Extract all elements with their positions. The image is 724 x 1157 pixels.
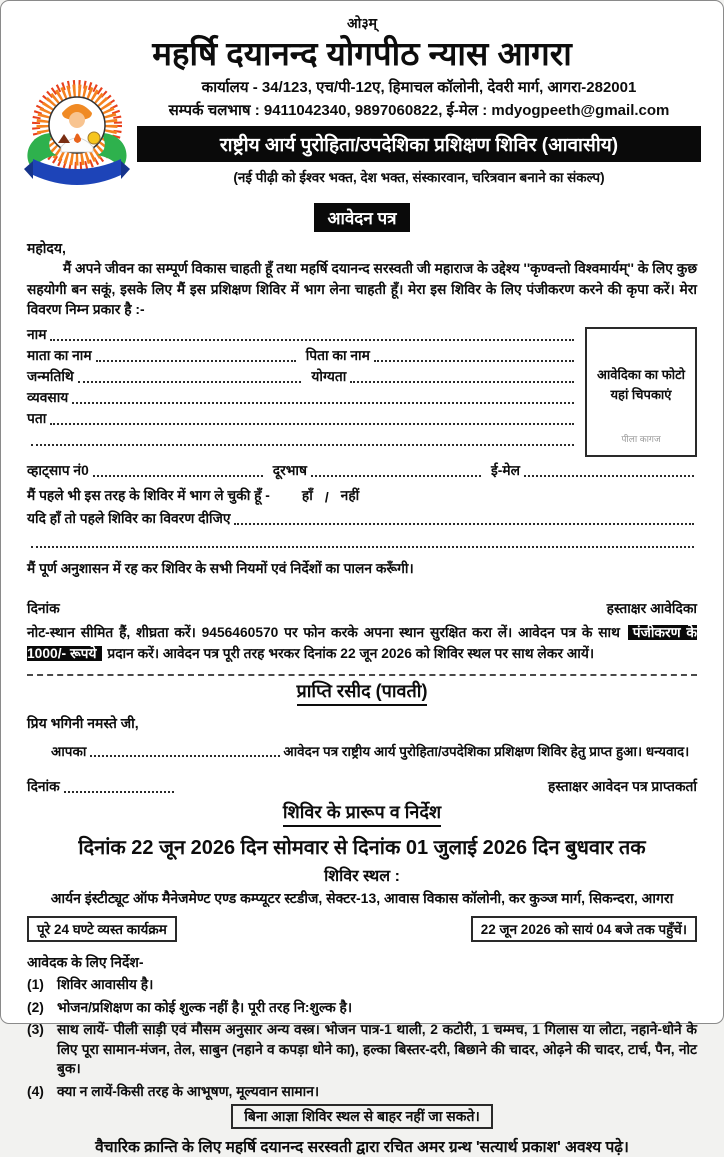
receipt-heading: प्राप्ति रसीद (पावती)	[297, 679, 428, 706]
camp-motto: (नई पीढ़ी को ईश्वर भक्त, देश भक्त, संस्कारवान, चरित्रवान बनाने का संकल्प)	[233, 169, 605, 185]
applicant-instructions-label: आवेदक के लिए निर्देश-	[27, 953, 144, 970]
whatsapp-write-line	[93, 467, 263, 477]
contact-line: सम्पर्क चलभाष : 9411042340, 9897060822, ई-मेल : mdyogpeeth@gmail.com	[168, 101, 670, 119]
phone-write-line	[311, 467, 481, 477]
instruction-text: भोजन/प्रशिक्षण का कोई शुल्क नहीं है। पूरी तरह नि:शुल्क है।	[57, 999, 353, 1015]
form-badge-row	[1, 203, 723, 232]
receipt-acknowledgement-row	[27, 742, 697, 760]
receipt-heading-row	[27, 679, 697, 706]
name-field-row	[27, 323, 577, 344]
applicant-signature-label: हस्ताक्षर आवेदिका	[606, 601, 697, 616]
name-label: नाम	[27, 327, 47, 342]
father-name-write-line	[374, 352, 574, 362]
no-option: नहीं	[340, 488, 360, 503]
occupation-row	[27, 386, 577, 407]
footer-note: वैचारिक क्रान्ति के लिए महर्षि दयानन्द सरस्वती द्वारा रचित अमर ग्रन्थ 'सत्यार्थ प्रकाश' अवश्य पढ़े।	[95, 1139, 629, 1157]
occupation-write-line	[72, 394, 574, 404]
email-write-line	[524, 467, 694, 477]
photo-box-line1: आवेदिका का फोटो	[596, 367, 686, 382]
qualification-label: योग्यता	[311, 369, 347, 384]
instruction-number: (1)	[27, 976, 44, 992]
application-body: मैं अपने जीवन का सम्पूर्ण विकास चाहती हूँ तथा महर्षि दयानन्द सरस्वती जी महाराज के उद्देश्य ''कृण्वन्तो विश्वमार्यम्'' के लिए कुछ सहयोगी बन सकूं, इसके लिए मैं इस प्रशिक्षण शिविर में भाग लेना चाहती हूँ। मेरा इस शिविर के लिए पंजीकरण करने की कृपा करें। मेरा विवरण निम्न प्रकार है :-	[27, 260, 698, 318]
discipline-statement: मैं पूर्ण अनुशासन में रह कर शिविर के सभी नियमों एवं निर्देशों का पालन करूँगी।	[27, 561, 414, 576]
dob-qualification-row	[27, 365, 577, 386]
photo-box	[585, 327, 697, 457]
parents-field-row	[27, 344, 577, 365]
address-continuation-row	[27, 428, 577, 449]
address-write-line	[50, 415, 574, 425]
address-row	[27, 407, 577, 428]
warning-box: बिना आज्ञा शिविर स्थल से बाहर नहीं जा सकते।	[231, 1104, 493, 1129]
mother-name-label: माता का नाम	[27, 348, 92, 363]
previous-camp-detail-row	[27, 505, 697, 528]
previous-camp-row	[27, 482, 697, 505]
instruction-text: शिविर आवासीय है।	[57, 976, 154, 992]
dob-label: जन्मतिथि	[27, 369, 74, 384]
previous-camp-statement: मैं पहले भी इस तरह के शिविर में भाग ले चुकी हूँ -	[27, 488, 270, 503]
instruction-number: (4)	[27, 1083, 44, 1099]
instruction-item-4	[27, 1082, 697, 1102]
camp-instructions-heading-row	[27, 800, 697, 827]
section-separator	[27, 674, 697, 676]
om-invocation: ओ३म्	[347, 15, 377, 31]
whatsapp-label: व्हाट्साप नं0	[27, 463, 89, 478]
receipt-greeting: प्रिय भगिनी नमस्ते जी,	[27, 714, 139, 731]
previous-camp-detail-label: यदि हाँ तो पहले शिविर का विवरण दीजिए	[27, 511, 231, 526]
org-title: महर्षि दयानन्द योगपीठ न्यास आगरा	[152, 35, 572, 72]
registration-note	[27, 623, 697, 665]
address-write-line-2	[31, 436, 574, 446]
receipt-signature-label: हस्ताक्षर आवेदन पत्र प्राप्तकर्ता	[548, 778, 697, 794]
personal-details-section	[27, 323, 697, 457]
registration-fee-highlight: पंजीकरण के 1000/- रूपये	[27, 625, 697, 661]
note-text-post: प्रदान करें। आवेदन पत्र पूरी तरह भरकर दिनांक 22 जून 2026 को शिविर स्थल पर साथ लेकर आयें।	[107, 645, 595, 661]
address-label: पता	[27, 411, 47, 426]
contact-numbers-row	[27, 457, 697, 480]
previous-camp-detail-row-2	[27, 528, 697, 551]
camp-venue: आर्यन इंस्टीट्यूट ऑफ मैनेजमेण्ट एण्ड कम्प्यूटर स्टडीज, सेक्टर-13, आवास विकास कॉलोनी, कर कुञ्ज मार्ग, सिकन्दरा, आगरा	[50, 889, 674, 906]
yes-no-separator: /	[324, 490, 329, 505]
instruction-text: साथ लायें- पीली साड़ी एवं मौसम अनुसार अन्य वस्त्र। भोजन पात्र-1 थाली, 2 कटोरी, 1 चम्मच, 1 गिलास या लोटा, नहाने-धोने के लिए पूरा सामान-मंजन, तेल, साबुन (नहाने व कपड़ा धोने का), हल्का बिस्तर-दरी, बिछाने की चादर, ओढ़ने की चादर, टार्च, पैन, नोट बुक।	[57, 1022, 697, 1077]
schedule-box: पूरे 24 घण्टे व्यस्त कार्यक्रम	[27, 916, 177, 942]
camp-title-banner: राष्ट्रीय आर्य पुरोहिता/उपदेशिका प्रशिक्षण शिविर (आवासीय)	[137, 126, 701, 162]
application-date-label: दिनांक	[27, 601, 60, 616]
instruction-number: (3)	[27, 1022, 44, 1038]
receipt-date-signature-row	[27, 777, 697, 796]
camp-venue-label: शिविर स्थल :	[324, 867, 400, 885]
note-text-pre: नोट-स्थान सीमित हैं, शीघ्रता करें। 9456460570 पर फोन करके अपना स्थान सुरक्षित करा लें। आवेदन पत्र के साथ	[27, 625, 620, 640]
receipt-date-write-line	[64, 783, 174, 793]
application-form-badge: आवेदन पत्र	[314, 203, 409, 232]
instruction-item-1	[27, 975, 697, 995]
arrival-time-box: 22 जून 2026 को सायं 04 बजे तक पहुँचें।	[471, 916, 697, 942]
salutation: महोदय,	[27, 239, 66, 256]
receipt-date-label: दिनांक	[27, 778, 60, 794]
phone-label: दूरभाष	[272, 463, 307, 478]
email-label: ई-मेल	[491, 463, 520, 478]
previous-camp-detail-write-line	[234, 515, 694, 525]
letterhead	[1, 73, 723, 199]
receipt-line-lead: आपका	[51, 743, 87, 759]
org-emblem-icon	[21, 75, 133, 199]
instruction-item-3	[27, 1020, 697, 1079]
instruction-item-2	[27, 998, 697, 1018]
father-name-label: पिता का नाम	[305, 348, 370, 363]
photo-box-line2: यहां चिपकाएं	[610, 386, 672, 402]
office-address: कार्यालय - 34/123, एच/पी-12ए, हिमाचल कॉलोनी, देवरी मार्ग, आगरा-282001	[201, 78, 637, 96]
mother-name-write-line	[96, 352, 296, 362]
warning-row	[27, 1104, 697, 1129]
camp-dates: दिनांक 22 जून 2026 दिन सोमवार से दिनांक 01 जुलाई 2026 दिन बुधवार तक	[78, 836, 646, 859]
instruction-number: (2)	[27, 999, 44, 1015]
date-signature-row	[27, 599, 697, 618]
dob-write-line	[78, 373, 302, 383]
instruction-text: क्या न लायें-किसी तरह के आभूषण, मूल्यवान सामान।	[57, 1083, 320, 1099]
previous-camp-detail-write-line-2	[31, 538, 694, 548]
yes-option: हाँ	[301, 488, 313, 503]
camp-instructions-heading: शिविर के प्रारूप व निर्देश	[283, 800, 441, 827]
receipt-line-text: आवेदन पत्र राष्ट्रीय आर्य पुरोहिता/उपदेशिका प्रशिक्षण शिविर हेतु प्राप्त हुआ। धन्यवाद।	[283, 743, 690, 759]
occupation-label: व्यवसाय	[27, 390, 69, 405]
camp-info-boxes	[27, 916, 697, 942]
qualification-write-line	[350, 373, 574, 383]
receipt-name-write-line	[90, 747, 280, 757]
photo-box-note: पीला कागज	[621, 433, 661, 444]
name-write-line	[50, 331, 574, 341]
